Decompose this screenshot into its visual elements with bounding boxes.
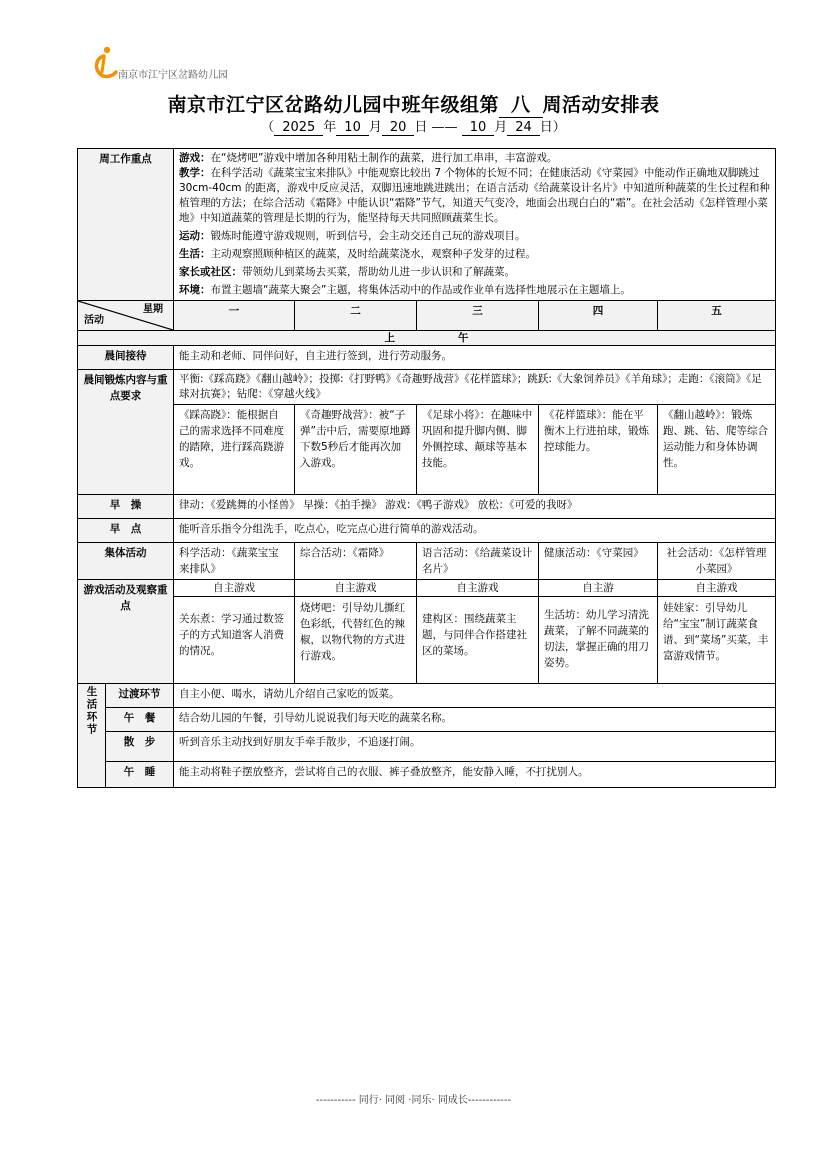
focus-teach bbox=[179, 166, 770, 226]
teach-label: 教学： bbox=[179, 167, 211, 179]
play-thursday bbox=[539, 580, 658, 684]
week-number: 八 bbox=[499, 90, 543, 118]
date-close: 日） bbox=[539, 120, 566, 135]
exercise-thursday: 《花样篮球》：能在平衡木上行进拍球，锻炼控球能力。 bbox=[539, 405, 658, 495]
play-body-friday: 娃娃家：引导幼儿给“宝宝”制订蔬菜食谱、到“菜场”买菜，丰富游戏情节。 bbox=[663, 602, 769, 662]
family-text: 带领幼儿到菜场去买菜，帮助幼儿进一步认识和了解蔬菜。 bbox=[242, 266, 515, 278]
play-head-wednesday: 自主游戏 bbox=[417, 580, 538, 597]
reception-row bbox=[78, 346, 776, 370]
end-month: 10 bbox=[462, 120, 495, 136]
play-wednesday bbox=[417, 580, 539, 684]
schedule-table bbox=[77, 148, 776, 788]
play-head-thursday: 自主游 bbox=[539, 580, 657, 597]
play-row bbox=[78, 580, 776, 684]
weekday-corner-cell bbox=[78, 301, 174, 331]
exercise-days-row bbox=[78, 405, 776, 495]
life-lunch-label: 午 餐 bbox=[106, 708, 174, 732]
day-thursday: 四 bbox=[539, 301, 658, 331]
life-row-lunch bbox=[78, 708, 776, 732]
play-body-monday: 关东煮：学习通过数签子的方式知道客人消费的情况。 bbox=[179, 613, 284, 657]
focus-label: 周工作重点 bbox=[78, 149, 174, 301]
day-wednesday: 三 bbox=[417, 301, 539, 331]
exercise-summary-row bbox=[78, 370, 776, 405]
life-section-label-text: 生活环节 bbox=[85, 686, 98, 736]
day-friday: 五 bbox=[658, 301, 776, 331]
play-monday bbox=[174, 580, 295, 684]
life-walk-text: 听到音乐主动找到好朋友手牵手散步，不追逐打闹。 bbox=[174, 732, 776, 762]
group-activity-thursday: 健康活动：《守菜园》 bbox=[539, 543, 658, 580]
morning-exercise-label: 早 操 bbox=[78, 495, 174, 519]
exercise-friday: 《翻山越岭》：锻炼跑、跳、钻、爬等综合运动能力和身体协调性。 bbox=[658, 405, 776, 495]
weekday-header-row bbox=[78, 301, 776, 331]
reception-label: 晨间接待 bbox=[78, 346, 174, 370]
life-walk-label: 散 步 bbox=[106, 732, 174, 762]
morning-row bbox=[78, 331, 776, 346]
play-body-wednesday: 建构区：围绕蔬菜主题，与同伴合作搭建社区的菜场。 bbox=[422, 613, 527, 657]
life-row-nap bbox=[78, 762, 776, 788]
life-section-label bbox=[78, 684, 106, 788]
page-title bbox=[0, 90, 827, 118]
life-row-walk bbox=[78, 732, 776, 762]
life-text: 主动观察照顾种植区的蔬菜，及时给蔬菜浇水，观察种子发芽的过程。 bbox=[210, 248, 536, 260]
play-head-tuesday: 自主游戏 bbox=[295, 580, 416, 597]
start-day: 20 bbox=[382, 120, 415, 136]
group-activity-wednesday: 语言活动：《给蔬菜设计名片》 bbox=[417, 543, 539, 580]
title-prefix: 南京市江宁区岔路幼儿园中班年级组第 bbox=[167, 94, 499, 116]
start-year: 2025 bbox=[274, 120, 323, 136]
snack-text: 能听音乐指令分组洗手，吃点心，吃完点心进行简单的游戏活动。 bbox=[174, 519, 776, 543]
day-monday: 一 bbox=[174, 301, 295, 331]
morning-exercise-row bbox=[78, 495, 776, 519]
exercise-monday: 《踩高跷》：能根据自己的需求选择不同难度的踏障，进行踩高跷游戏。 bbox=[174, 405, 295, 495]
game-label: 游戏： bbox=[179, 152, 211, 164]
play-friday bbox=[658, 580, 776, 684]
group-activity-monday: 科学活动：《蔬菜宝宝来排队》 bbox=[174, 543, 295, 580]
exercise-wednesday: 《足球小将》：在趣味中巩固和提升脚内侧、脚外侧控球、颠球等基本技能。 bbox=[417, 405, 539, 495]
game-text: 在“烧烤吧”游戏中增加各种用粘土制作的蔬菜，进行加工串串，丰富游戏。 bbox=[210, 152, 558, 164]
logo-icon bbox=[92, 46, 118, 80]
month-char: 月 bbox=[368, 120, 382, 135]
play-head-monday: 自主游戏 bbox=[174, 580, 294, 597]
life-row-transition bbox=[78, 684, 776, 708]
life-transition-text: 自主小便、喝水，请幼儿介绍自己家吃的饭菜。 bbox=[174, 684, 776, 708]
focus-sport bbox=[179, 229, 770, 244]
snack-row bbox=[78, 519, 776, 543]
life-nap-text: 能主动将鞋子摆放整齐，尝试将自己的衣服、裤子叠放整齐，能安静入睡，不打扰别人。 bbox=[174, 762, 776, 788]
env-text: 布置主题墙“蔬菜大聚会”主题，将集体活动中的作品或作业单有选择性地展示在主题墙上。 bbox=[210, 284, 631, 296]
morning-label: 上 午 bbox=[78, 331, 776, 346]
end-day: 24 bbox=[507, 120, 540, 136]
title-suffix: 周活动安排表 bbox=[542, 94, 660, 116]
group-activity-row bbox=[78, 543, 776, 580]
play-head-friday: 自主游戏 bbox=[658, 580, 775, 597]
week-label: 星期 bbox=[143, 304, 163, 315]
group-activity-friday: 社会活动：《怎样管理小菜园》 bbox=[658, 543, 776, 580]
exercise-label: 晨间锻炼内容与重点要求 bbox=[78, 370, 174, 495]
reception-text: 能主动和老师、同伴问好，自主进行签到，进行劳动服务。 bbox=[174, 346, 776, 370]
life-nap-label: 午 睡 bbox=[106, 762, 174, 788]
teach-text: 在科学活动《蔬菜宝宝来排队》中能观察比较出 7 个物体的长短不同；在健康活动《守菜园》中能动作正确地双脚跳过 30cm-40cm 的距离，游戏中反应灵活，双脚迅速地跳进跳出；在语言活动《给蔬菜设计名片》中知道所种蔬菜的生长过程和种植管理的方法；在综合活动《霜降》中能认识“霜降”节气，知道天气变冷，地面会出现白白的“霜”。在社会活动《怎样管理小菜地》中知道蔬菜的管理是长期的行为，能坚持每天共同照顾蔬菜生长。 bbox=[179, 167, 770, 224]
life-lunch-text: 结合幼儿园的午餐，引导幼儿说说我们每天吃的蔬菜名称。 bbox=[174, 708, 776, 732]
play-label: 游戏活动及观察重点 bbox=[78, 580, 174, 684]
focus-row bbox=[78, 149, 776, 301]
sport-text: 锻炼时能遵守游戏规则，听到信号，会主动交还自己玩的游戏项目。 bbox=[210, 230, 526, 242]
sport-label: 运动： bbox=[179, 230, 211, 242]
date-range bbox=[0, 116, 827, 136]
family-label: 家长或社区： bbox=[179, 266, 242, 278]
day-tuesday: 二 bbox=[295, 301, 417, 331]
logo-text: 南京市江宁区岔路幼儿园 bbox=[118, 70, 228, 81]
exercise-tuesday: 《奇趣野战营》：被“子弹”击中后，需要原地蹲下数5秒后才能再次加入游戏。 bbox=[295, 405, 417, 495]
year-char: 年 bbox=[323, 120, 337, 135]
env-label: 环境： bbox=[179, 284, 211, 296]
focus-life bbox=[179, 247, 770, 262]
play-body-tuesday: 烧烤吧：引导幼儿撕红色彩纸，代替红色的辣椒，以物代物的方式进行游戏。 bbox=[300, 602, 405, 662]
play-body-thursday: 生活坊：幼儿学习清洗蔬菜，了解不同蔬菜的切法，掌握正确的用刀姿势。 bbox=[544, 609, 649, 669]
kindergarten-logo bbox=[92, 46, 252, 82]
day-char: 日 —— bbox=[414, 120, 458, 135]
page-footer: ----------- 同行· 同阅 ·同乐· 同成长------------ bbox=[315, 1095, 512, 1106]
morning-exercise-text: 律动：《爱跳舞的小怪兽》 早操：《拍手操》 游戏：《鸭子游戏》 放松：《可爱的我呀》 bbox=[174, 495, 776, 519]
snack-label: 早 点 bbox=[78, 519, 174, 543]
play-tuesday bbox=[295, 580, 417, 684]
focus-env bbox=[179, 283, 770, 298]
end-month-char: 月 bbox=[494, 120, 508, 135]
focus-game bbox=[179, 151, 770, 166]
exercise-summary: 平衡:《踩高跷》《翻山越岭》；投掷:《打野鸭》《奇趣野战营》《花样篮球》；跳跃:《大象饲养员》《羊角球》；走跑：《滚筒》《足球对抗赛》；钻爬：《穿越火线》 bbox=[174, 370, 776, 405]
life-transition-label: 过渡环节 bbox=[106, 684, 174, 708]
focus-content bbox=[174, 149, 776, 301]
date-open: （ bbox=[261, 120, 275, 135]
focus-family bbox=[179, 265, 770, 280]
activity-label: 活动 bbox=[84, 315, 104, 326]
group-activity-tuesday: 综合活动：《霜降》 bbox=[295, 543, 417, 580]
group-activity-label: 集体活动 bbox=[78, 543, 174, 580]
life-label: 生活： bbox=[179, 248, 211, 260]
start-month: 10 bbox=[336, 120, 369, 136]
